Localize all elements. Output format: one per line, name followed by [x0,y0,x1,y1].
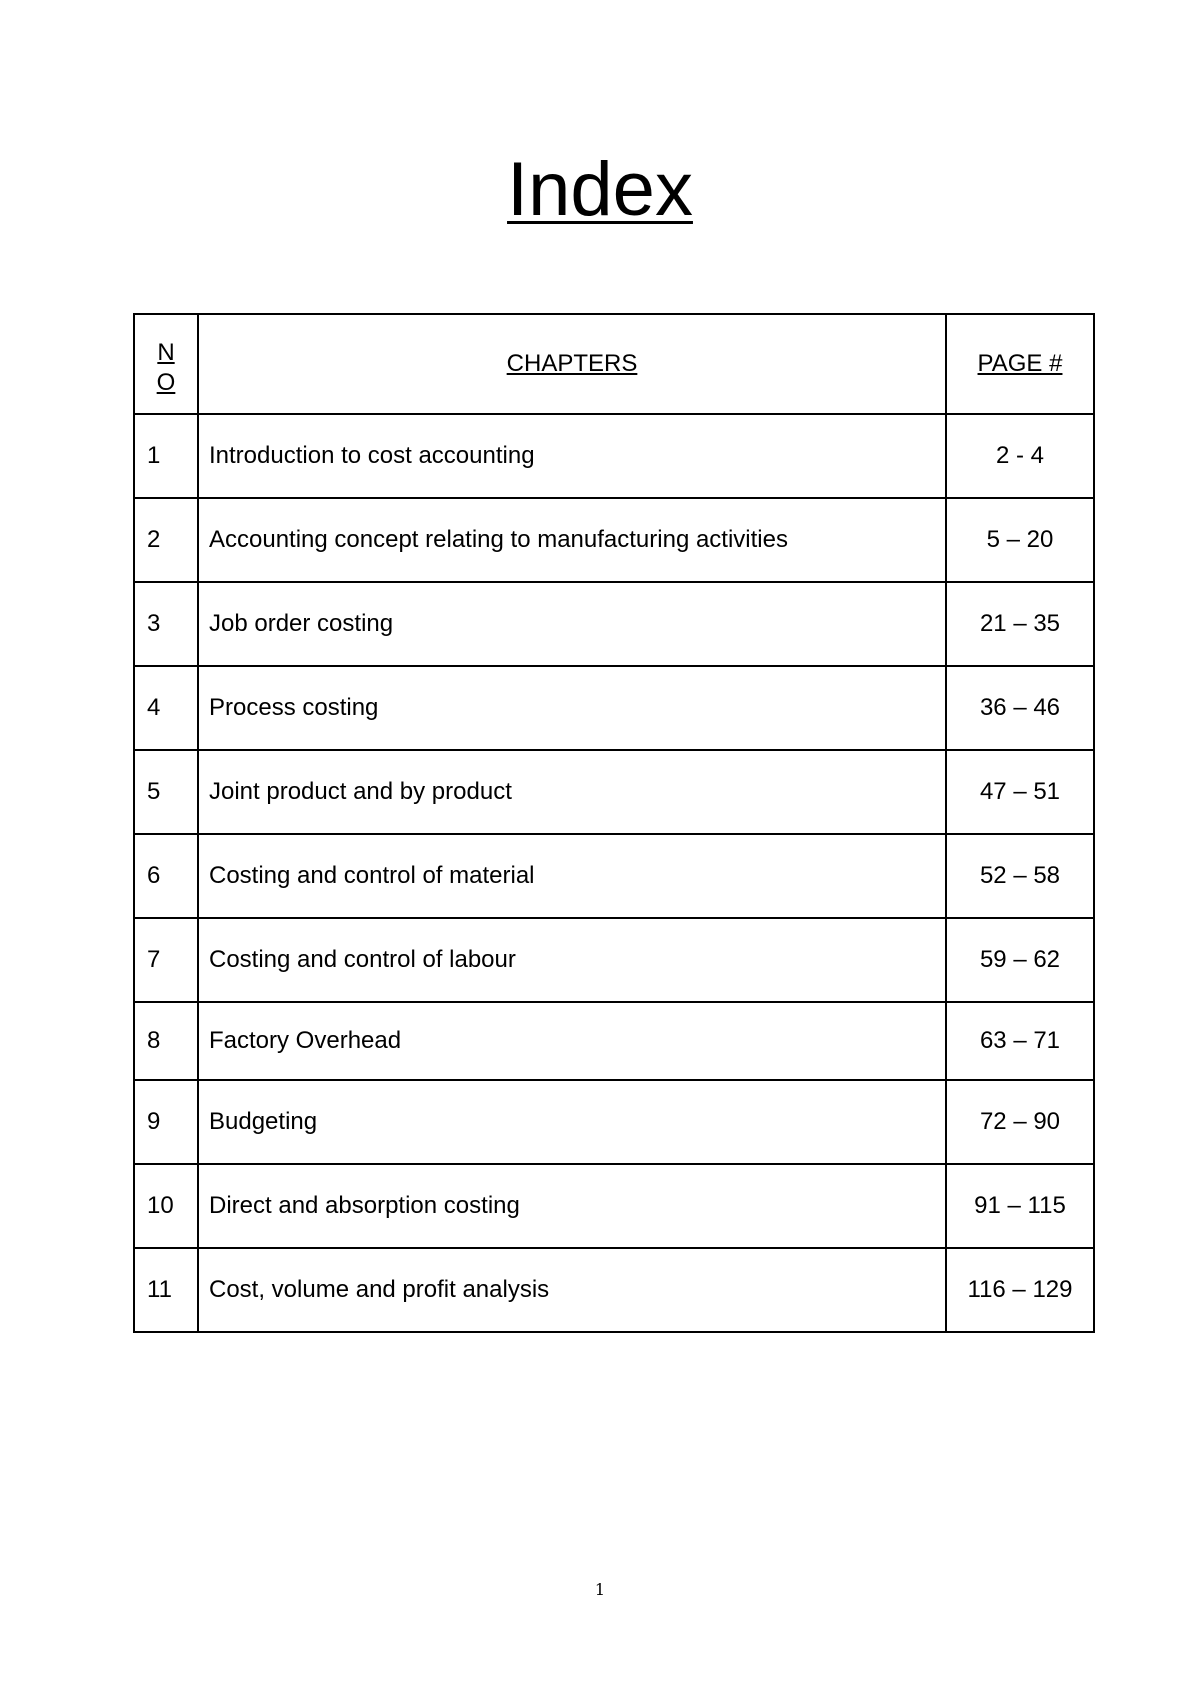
header-no [134,314,198,414]
row-pages: 2 - 4 [946,414,1094,498]
row-chapter: Budgeting [198,1080,946,1164]
index-table [133,313,1095,1333]
row-chapter: Direct and absorption costing [198,1164,946,1248]
row-number: 5 [134,750,198,834]
row-chapter: Costing and control of labour [198,918,946,1002]
row-number: 10 [134,1164,198,1248]
row-pages: 36 – 46 [946,666,1094,750]
row-pages: 47 – 51 [946,750,1094,834]
table-row [134,1164,1094,1248]
row-pages: 21 – 35 [946,582,1094,666]
table-row [134,750,1094,834]
row-number: 2 [134,498,198,582]
header-no-line2: O [156,369,176,396]
row-chapter: Process costing [198,666,946,750]
row-number: 1 [134,414,198,498]
row-chapter: Introduction to cost accounting [198,414,946,498]
row-pages: 72 – 90 [946,1080,1094,1164]
row-number: 3 [134,582,198,666]
table-row [134,834,1094,918]
table-row [134,1080,1094,1164]
page-title: Index [507,147,693,232]
row-pages: 116 – 129 [946,1248,1094,1332]
row-number: 11 [134,1248,198,1332]
row-pages: 52 – 58 [946,834,1094,918]
table-row [134,498,1094,582]
row-chapter: Cost, volume and profit analysis [198,1248,946,1332]
row-pages: 63 – 71 [946,1002,1094,1080]
row-number: 9 [134,1080,198,1164]
row-chapter: Costing and control of material [198,834,946,918]
table-row [134,414,1094,498]
table-row [134,1002,1094,1080]
row-pages: 59 – 62 [946,918,1094,1002]
header-chapters: CHAPTERS [198,314,946,414]
row-number: 8 [134,1002,198,1080]
row-chapter: Job order costing [198,582,946,666]
row-chapter: Factory Overhead [198,1002,946,1080]
row-chapter: Accounting concept relating to manufacturing activities [198,498,946,582]
row-chapter: Joint product and by product [198,750,946,834]
page-number: 1 [594,1580,606,1599]
table-header-row [134,314,1094,414]
table-row [134,918,1094,1002]
row-number: 6 [134,834,198,918]
row-pages: 91 – 115 [946,1164,1094,1248]
table-row [134,666,1094,750]
row-number: 4 [134,666,198,750]
header-no-line1: N [157,339,175,366]
header-page: PAGE # [946,314,1094,414]
table-row [134,582,1094,666]
row-number: 7 [134,918,198,1002]
row-pages: 5 – 20 [946,498,1094,582]
table-row [134,1248,1094,1332]
